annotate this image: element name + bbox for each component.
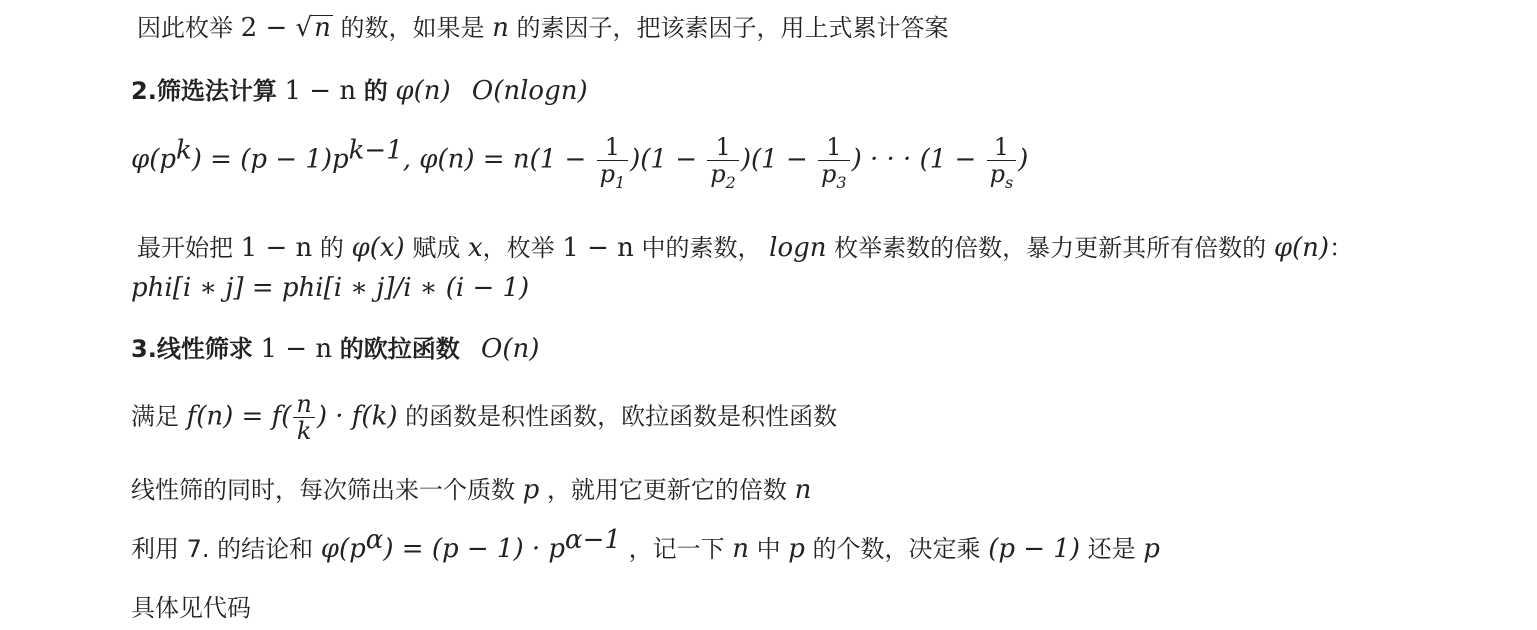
- formula-part: )(1 −: [740, 144, 817, 175]
- text: 中的素数，: [641, 234, 762, 262]
- heading-label: 的欧拉函数: [339, 335, 460, 363]
- text: 还是: [1087, 535, 1136, 563]
- fraction: $\frac{1}{p_3}$: [818, 134, 850, 187]
- math-complexity: O(nlogn): [471, 76, 588, 106]
- text: ：: [1329, 234, 1354, 262]
- see-code-line: [131, 593, 251, 623]
- text: 赋成: [412, 234, 461, 262]
- text: ，就用它更新它的倍数: [546, 476, 787, 504]
- math-expr: ) · f(k): [316, 401, 398, 432]
- math-expr: ) = (p − 1) · p: [383, 534, 566, 564]
- enumerate-sqrt-line: [137, 13, 949, 43]
- math-var: n: [732, 534, 749, 564]
- math-expr: 1 − n: [562, 233, 634, 263]
- math-expr: 2 −: [240, 13, 296, 43]
- formula-part: )(1 −: [630, 144, 706, 175]
- sqrt-sign: √: [295, 13, 313, 43]
- multiplicative-definition: [131, 391, 837, 444]
- math-complexity: O(n): [481, 334, 540, 364]
- fraction: $\frac{1}{p_1}$: [597, 134, 629, 187]
- section-heading-2: [131, 76, 588, 106]
- formula-part: ) · · · (1 −: [851, 144, 985, 175]
- heading-label: 的: [363, 77, 388, 105]
- text: 枚举素数的倍数，暴力更新其所有倍数的: [834, 234, 1267, 262]
- euler-formula: [131, 133, 1029, 192]
- formula-part: φ(p: [131, 144, 176, 175]
- text: 利用 7. 的结论和: [131, 535, 314, 563]
- phi-update-code: [131, 273, 529, 303]
- text: 最开始把: [137, 234, 233, 262]
- section-heading-3: [131, 334, 539, 364]
- formula-part: ): [1018, 144, 1029, 175]
- math-expr: φ(p: [320, 534, 366, 564]
- math-sup: α−1: [565, 525, 621, 555]
- math-expr: f(n) = f(: [186, 401, 292, 432]
- sqrt-arg: n: [314, 13, 331, 43]
- fraction: $\frac{n}{k}$: [293, 391, 314, 444]
- math-sup: α: [365, 525, 384, 555]
- text: 因此枚举: [137, 14, 233, 42]
- math-var: n: [492, 13, 509, 43]
- text: 线性筛的同时，每次筛出来一个质数: [131, 476, 515, 504]
- text: 的: [319, 234, 344, 262]
- text: ，记一下: [628, 535, 725, 563]
- math-expr: (p − 1): [988, 534, 1080, 564]
- text: 满足: [131, 402, 179, 431]
- formula-sup: k: [176, 135, 192, 166]
- text: 的函数是积性函数，欧拉函数是积性函数: [405, 402, 838, 431]
- text: 具体见代码: [131, 594, 251, 622]
- math-var: x: [467, 233, 483, 263]
- math-var: p: [522, 475, 540, 505]
- formula-part: , φ(n) = n(1 −: [402, 144, 595, 175]
- math-expr: logn: [769, 233, 827, 263]
- sieve-description: [137, 233, 1353, 263]
- math-var: n: [794, 475, 812, 505]
- math-var: p: [788, 534, 805, 564]
- text: 的个数，决定乘: [812, 535, 981, 563]
- formula-part: ) = (p − 1)p: [191, 144, 349, 175]
- text: 中: [756, 535, 781, 563]
- math-expr: phi[i ∗ j] = phi[i ∗ j]/i ∗ (i − 1): [131, 273, 530, 303]
- text: 的素因子，把该素因子，用上式累计答案: [516, 14, 949, 42]
- conclusion-line: [131, 525, 1160, 564]
- math-expr: φ(x): [351, 233, 405, 263]
- math-expr: 1 − n: [284, 76, 357, 106]
- fraction: $\frac{1}{p_s}$: [987, 134, 1017, 187]
- math-var: p: [1143, 534, 1160, 564]
- math-expr: φ(n): [395, 76, 451, 106]
- heading-label: 2.筛选法计算: [131, 77, 277, 105]
- linear-sieve-line: [131, 475, 811, 505]
- heading-label: 3.线性筛求: [131, 335, 253, 363]
- math-expr: 1 − n: [260, 334, 333, 364]
- text: 的数，如果是: [340, 14, 485, 42]
- fraction: $\frac{1}{p_2}$: [707, 134, 739, 187]
- math-expr: φ(n): [1273, 233, 1330, 263]
- formula-sup: k−1: [348, 135, 403, 166]
- math-expr: 1 − n: [240, 233, 313, 263]
- text: ，枚举: [482, 234, 555, 262]
